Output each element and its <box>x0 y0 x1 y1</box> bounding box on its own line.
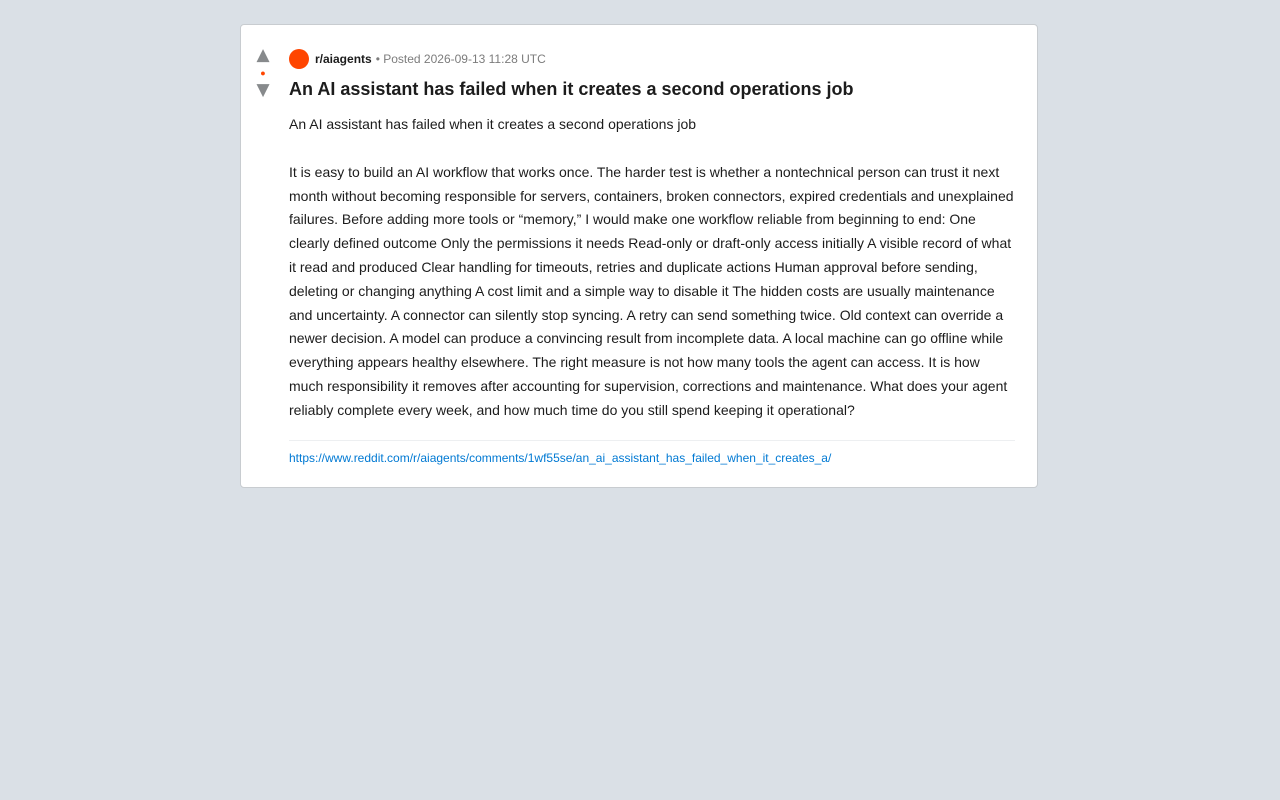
post-body <box>289 113 1015 423</box>
vote-column <box>241 47 285 99</box>
vote-score-dot-icon: ● <box>260 68 266 78</box>
divider <box>289 440 1015 441</box>
subreddit-name[interactable]: r/aiagents <box>315 52 372 66</box>
post-title[interactable]: An AI assistant has failed when it creates a second operations job <box>289 79 854 99</box>
post-body-paragraph: An AI assistant has failed when it creates a second operations job <box>289 116 697 132</box>
post-permalink[interactable]: https://www.reddit.com/r/aiagents/comments/1wf55se/an_ai_assistant_has_failed_when_it_creates_a/ <box>289 450 832 465</box>
post-body-paragraph: It is easy to build an AI workflow that works once. The harder test is whether a nontechnical person can trust it next month without becoming responsible for servers, containers, broken connectors, expired credentials and unexplained failures. Before adding more tools or “memory,” I would make one workflow reliable from beginning to end: One clearly defined outcome Only the permissions it needs Read-only or draft-only access initially A visible record of what it read and produced Clear handling for timeouts, retries and duplicate actions Human approval before sending, deleting or changing anything A cost limit and a simple way to disable it The hidden costs are usually maintenance and uncertainty. A connector can silently stop syncing. A retry can send something twice. Old context can override a newer decision. A model can produce a convincing result from incomplete data. A local machine can go offline while everything appears healthy elsewhere. The right measure is not how many tools the agent can access. It is how much responsibility it removes after accounting for supervision, corrections and maintenance. What does your agent reliably complete every week, and how much time do you still spend keeping it operational? <box>289 163 1014 418</box>
post-meta <box>289 49 1015 69</box>
subreddit-avatar-icon[interactable] <box>289 49 309 69</box>
post-content <box>289 49 1015 465</box>
upvote-arrow-icon[interactable]: ▲ <box>256 45 270 65</box>
post-card <box>240 24 1038 488</box>
downvote-arrow-icon[interactable]: ▼ <box>256 80 270 100</box>
posted-timestamp: • Posted 2026-09-13 11:28 UTC <box>375 52 546 66</box>
